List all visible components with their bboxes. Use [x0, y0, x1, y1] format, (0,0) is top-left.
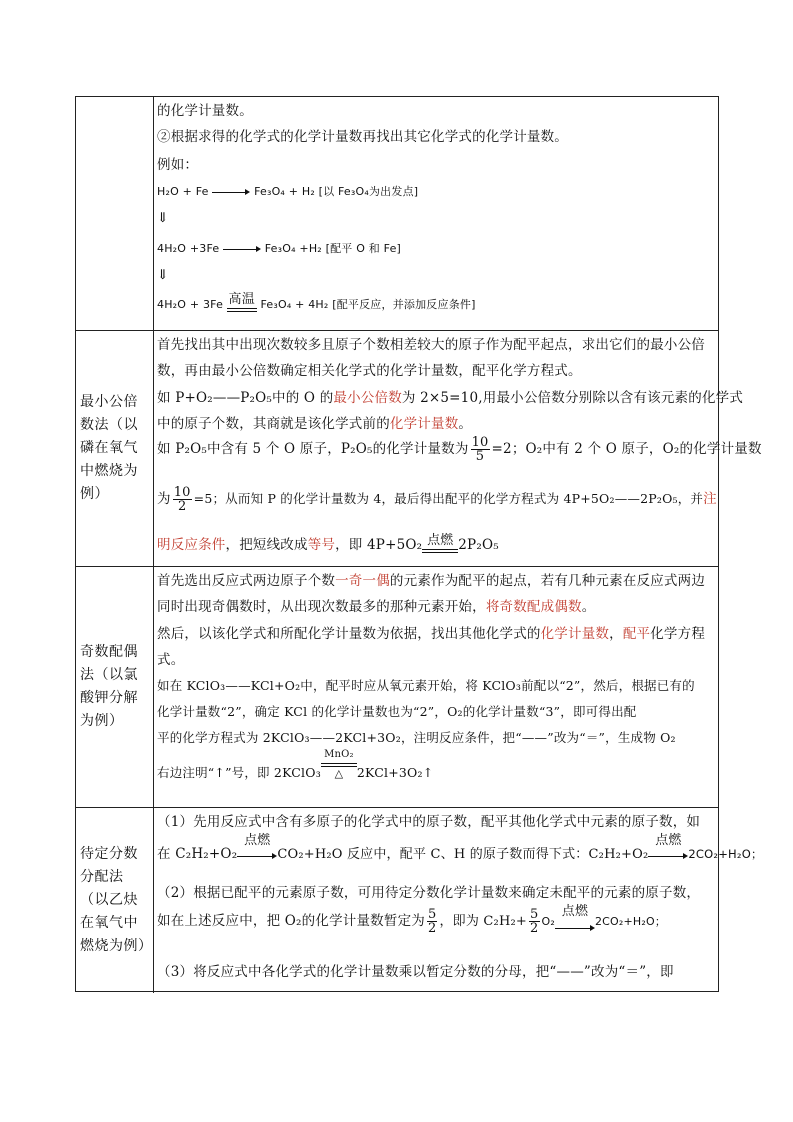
reaction-arrow-icon	[555, 923, 595, 933]
text-line: 右边注明“↑”号，即 2KClO₃ MnO₂ △ 2KCl+3O₂↑	[157, 749, 434, 780]
text-line: 如 P+O₂——P₂O₅中的 O 的最小公倍数为 2×5=10,用最小公倍数分别除以含有该元素的化学式	[157, 390, 744, 406]
table-row	[76, 567, 718, 808]
text-line: 为 $\frac{10}{2}$ =5；从而知 P 的化学计量数为 4，最后得出配平的化学方程式为 4P+5O₂——2P₂O₅，并注	[157, 485, 717, 514]
text-line: 如在上述反应中，把 O₂的化学计量数暂定为 $\frac{5}{2}$ ，即为 C₂H₂+ $\frac{5}{2}$ O₂ 点燃 2CO₂+H₂O；	[157, 904, 667, 936]
condition-label: 点燃	[244, 833, 271, 848]
method-description-cell	[154, 331, 762, 566]
highlight-text: 化学计量数	[540, 626, 610, 642]
highlight-text: 等号	[307, 537, 336, 553]
text-line: 如 P₂O₅中含有 5 个 O 原子，P₂O₅的化学计量数为 $\frac{10}{5}$ =2；O₂中有 2 个 O 原子，O₂的化学计量数	[157, 435, 762, 464]
highlight-text: 一奇一偶	[335, 573, 390, 589]
method-label-cell	[76, 331, 154, 566]
reaction-condition	[648, 834, 688, 862]
fraction: $\frac{5}{2}$	[427, 907, 437, 936]
highlight-text: 配平	[622, 626, 651, 642]
equation-line: 在 C₂H₂+O₂ 点燃 CO₂+H₂O 反应中，配平 C、H 的原子数而得下式：C₂H₂+O₂ 点燃 2CO₂+H₂O；	[157, 833, 763, 862]
highlight-text: 最小公倍数	[333, 390, 402, 406]
highlight-text: 注	[703, 491, 717, 507]
equation-right: Fe₃O₄ + H₂ [以 Fe₃O₄为出发点]	[254, 185, 419, 198]
text-line: 明反应条件，把短线改成等号，即 4P+5O₂ 点燃 2P₂O₅	[157, 533, 499, 553]
text-line: 同时出现奇偶数时，从出现次数最多的那种元素开始，将奇数配成偶数。	[157, 599, 596, 615]
reaction-arrow-icon	[212, 187, 250, 197]
method-label-cell	[76, 567, 154, 807]
text-line: 平的化学方程式为 2KClO₃——2KCl+3O₂，注明反应条件，把“——”改为“＝”，生成物 O₂	[157, 730, 676, 745]
condition-label: 点燃	[655, 833, 682, 848]
method-table	[75, 96, 763, 992]
equation-left: 4H₂O + 3Fe	[157, 298, 224, 311]
down-arrow-icon: ⇓	[157, 210, 169, 226]
reaction-arrow-icon	[223, 244, 261, 254]
method-label: 最小公倍数法（以磷在氧气中燃烧为例）	[80, 394, 138, 502]
method-label-cell	[76, 808, 154, 993]
text-line: 首先选出反应式两边原子个数一奇一偶的元素作为配平的起点，若有几种元素在反应式两边	[157, 573, 706, 589]
highlight-text: 化学计量数	[389, 416, 459, 432]
method-description-cell	[154, 808, 763, 993]
reaction-arrow-icon	[648, 851, 688, 861]
condition-label: 点燃	[427, 533, 454, 548]
reaction-condition	[237, 834, 277, 862]
reaction-arrow-icon	[237, 851, 277, 861]
method-description-cell	[154, 567, 718, 807]
reaction-condition	[227, 293, 257, 312]
reaction-condition	[422, 534, 458, 553]
text-line: 然后，以该化学式和所配化学计量数为依据，找出其他化学式的化学计量数，配平化学方程	[157, 626, 706, 642]
equation-right: Fe₃O₄ + 4H₂ [配平反应，并添加反应条件]	[260, 298, 476, 311]
text-line: （2）根据已配平的元素原子数，可用待定分数化学计量数来确定未配平的元素的原子数，	[157, 885, 701, 901]
table-row	[76, 331, 762, 567]
method-label: 奇数配偶法（以氯酸钾分解为例）	[80, 644, 138, 729]
method-label-cell	[76, 97, 154, 330]
catalyst-label: MnO₂	[324, 749, 354, 760]
heat-symbol-icon: △	[334, 767, 344, 780]
highlight-text: 将奇数配成偶数	[485, 599, 582, 615]
text-line: （1）先用反应式中含有多原子的化学式中的原子数，配平其他化学式中元素的原子数，如	[157, 814, 701, 830]
equal-sign-icon	[227, 308, 257, 312]
text-line: 式。	[157, 652, 185, 668]
fraction: $\frac{10}{5}$	[471, 435, 489, 464]
text-line: 数，再由最小公倍数确定相关化学式的化学计量数，配平化学方程式。	[157, 363, 582, 379]
highlight-text: 明反应条件	[157, 537, 226, 553]
table-row	[76, 97, 718, 331]
reaction-condition	[321, 748, 357, 781]
method-label: 待定分数分配法（以乙炔在氧气中燃烧为例）	[80, 846, 153, 954]
text-line: ②根据求得的化学式的化学计量数再找出其它化学式的化学计量数。	[157, 129, 568, 145]
equation-line	[157, 183, 714, 199]
equation-line	[157, 293, 714, 312]
text-line: 例如：	[157, 157, 199, 173]
fraction: $\frac{10}{2}$	[173, 485, 191, 514]
text-line: 首先找出其中出现次数较多且原子个数相差较大的原子作为配平起点，求出它们的最小公倍	[157, 337, 705, 353]
text-line: 如在 KClO₃——KCl+O₂中，配平时应从氧元素开始，将 KClO₃前配以“2”，然后，根据已有的	[157, 678, 695, 693]
equation-left: 4H₂O +3Fe	[157, 242, 220, 255]
reaction-condition	[555, 905, 595, 935]
method-description-cell	[154, 97, 718, 330]
text-line: 化学计量数“2”，确定 KCl 的化学计量数也为“2”，O₂的化学计量数“3”，即可得出配	[157, 704, 637, 719]
condition-label: 高温	[228, 292, 255, 307]
text-line: 的化学计量数。	[157, 103, 253, 119]
fraction: $\frac{5}{2}$	[530, 907, 539, 936]
equation-left: H₂O + Fe	[157, 185, 209, 198]
table-row	[76, 808, 763, 993]
text-line: （3）将反应式中各化学式的化学计量数乘以暂定分数的分母，把“——”改为“＝”，即	[157, 964, 674, 980]
down-arrow-icon: ⇓	[157, 267, 169, 283]
condition-label: 点燃	[561, 904, 589, 919]
text-line: 中的原子个数，其商就是该化学式前的化学计量数。	[157, 416, 473, 432]
equation-right: Fe₃O₄ +H₂ [配平 O 和 Fe]	[264, 242, 402, 255]
equation-line	[157, 240, 714, 256]
equal-sign-icon	[422, 549, 458, 553]
